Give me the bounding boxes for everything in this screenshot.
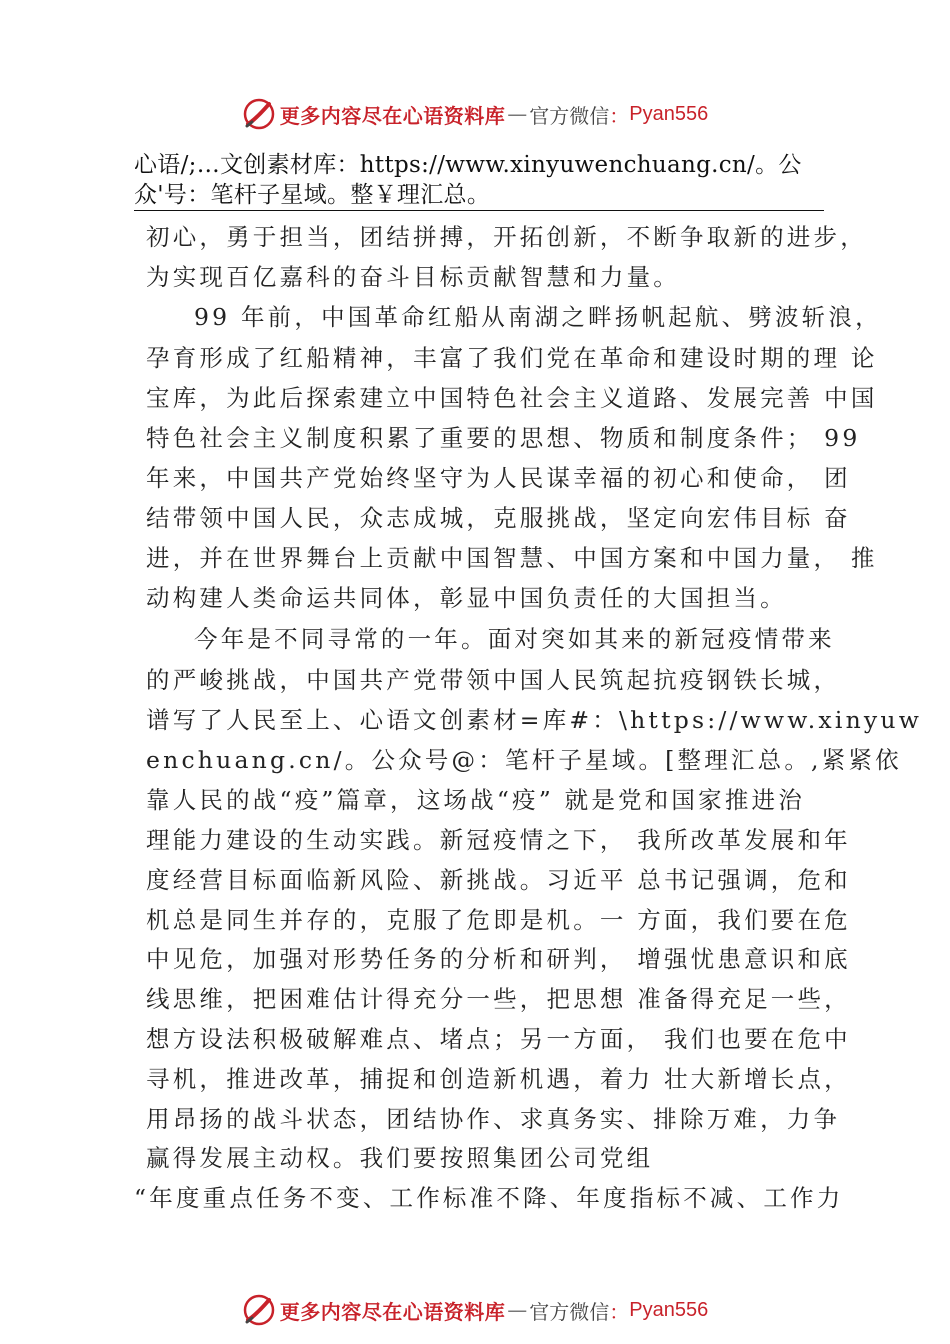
wechat-label: 官方微信 bbox=[529, 1299, 610, 1324]
promo-notice bbox=[134, 150, 824, 211]
text-line: 寻机，推进改革，捕捉和创造新机遇，着力 壮大新增长点， bbox=[146, 1065, 851, 1093]
text-line: 特色社会主义制度积累了重要的思想、物质和制度条件； 99 bbox=[146, 424, 861, 452]
text-line: 今年是不同寻常的一年。面对突如其来的新冠疫情带来 bbox=[194, 625, 835, 653]
wechat-account: Pyan556 bbox=[629, 1298, 709, 1321]
footer-banner bbox=[0, 1290, 950, 1330]
text-line: 结带领中国人民，众志成城，克服挑战，坚定向宏伟目标 奋 bbox=[146, 504, 851, 532]
header-banner bbox=[0, 94, 950, 134]
dash: — bbox=[507, 1298, 528, 1322]
text-line: 的严峻挑战，中国共产党带领中国人民筑起抗疫钢铁长城， bbox=[146, 666, 841, 694]
text-line: enchuang.cn/。公众号@：笔杆子星域。[整理汇总。,紧紧依 bbox=[146, 746, 902, 774]
text-line: 孕育形成了红船精神，丰富了我们党在革命和建设时期的理 论 bbox=[146, 344, 878, 372]
colon: ： bbox=[609, 1299, 630, 1324]
text-line: 为实现百亿嘉科的奋斗目标贡献智慧和力量。 bbox=[146, 263, 680, 291]
text-line: “年度重点任务不变、工作标准不降、年度指标不减、工作力 bbox=[134, 1184, 844, 1212]
text-line: 靠人民的战“疫”篇章，这场战“疫” 就是党和国家推进治 bbox=[146, 786, 805, 814]
wechat-account: Pyan556 bbox=[629, 102, 709, 125]
text-line: 谱写了人民至上、心语文创素材=库#：\https://www.xinyuw bbox=[146, 706, 923, 734]
text-line: 理能力建设的生动实践。新冠疫情之下， 我所改革发展和年 bbox=[146, 826, 851, 854]
dash: — bbox=[507, 102, 528, 126]
text-line: 宝库，为此后探索建立中国特色社会主义道路、发展完善 中国 bbox=[146, 384, 878, 412]
text-line: 线思维，把困难估计得充分一些，把思想 准备得充足一些， bbox=[146, 985, 851, 1013]
text-line: 赢得发展主动权。我们要按照集团公司党组 bbox=[146, 1144, 654, 1172]
text-line: 中见危，加强对形势任务的分析和研判， 增强忧患意识和底 bbox=[146, 945, 851, 973]
pen-logo-icon bbox=[242, 97, 276, 131]
promo-line: 心语/;…文创素材库：https://www.xinyuwenchuang.cn/。公 bbox=[134, 152, 802, 178]
text-line: 进，并在世界舞台上贡献中国智慧、中国方案和中国力量， 推 bbox=[146, 544, 878, 572]
text-line: 年来，中国共产党始终坚守为人民谋幸福的初心和使命， 团 bbox=[146, 464, 851, 492]
wechat-label: 官方微信 bbox=[529, 103, 610, 128]
library-text: 更多内容尽在心语资料库 bbox=[279, 103, 506, 128]
colon: ： bbox=[609, 103, 630, 128]
text-line: 度经营目标面临新风险、新挑战。习近平 总书记强调，危和 bbox=[146, 866, 851, 894]
text-line: 想方设法积极破解难点、堵点；另一方面， 我们也要在危中 bbox=[146, 1025, 851, 1053]
text-line: 用昂扬的战斗状态，团结协作、求真务实、排除万难，力争 bbox=[146, 1105, 841, 1133]
text-line: 初心，勇于担当，团结拼搏，开拓创新，不断争取新的进步， bbox=[146, 223, 867, 251]
text-line: 机总是同生并存的，克服了危即是机。一 方面，我们要在危 bbox=[146, 906, 851, 934]
text-line: 动构建人类命运共同体，彰显中国负责任的大国担当。 bbox=[146, 584, 787, 612]
promo-line: 众'号：笔杆子星域。整￥理汇总。 bbox=[134, 182, 491, 208]
library-text: 更多内容尽在心语资料库 bbox=[279, 1299, 506, 1324]
pen-logo-icon bbox=[242, 1293, 276, 1327]
text-line: 99 年前，中国革命红船从南湖之畔扬帆起航、劈波斩浪， bbox=[194, 303, 882, 331]
